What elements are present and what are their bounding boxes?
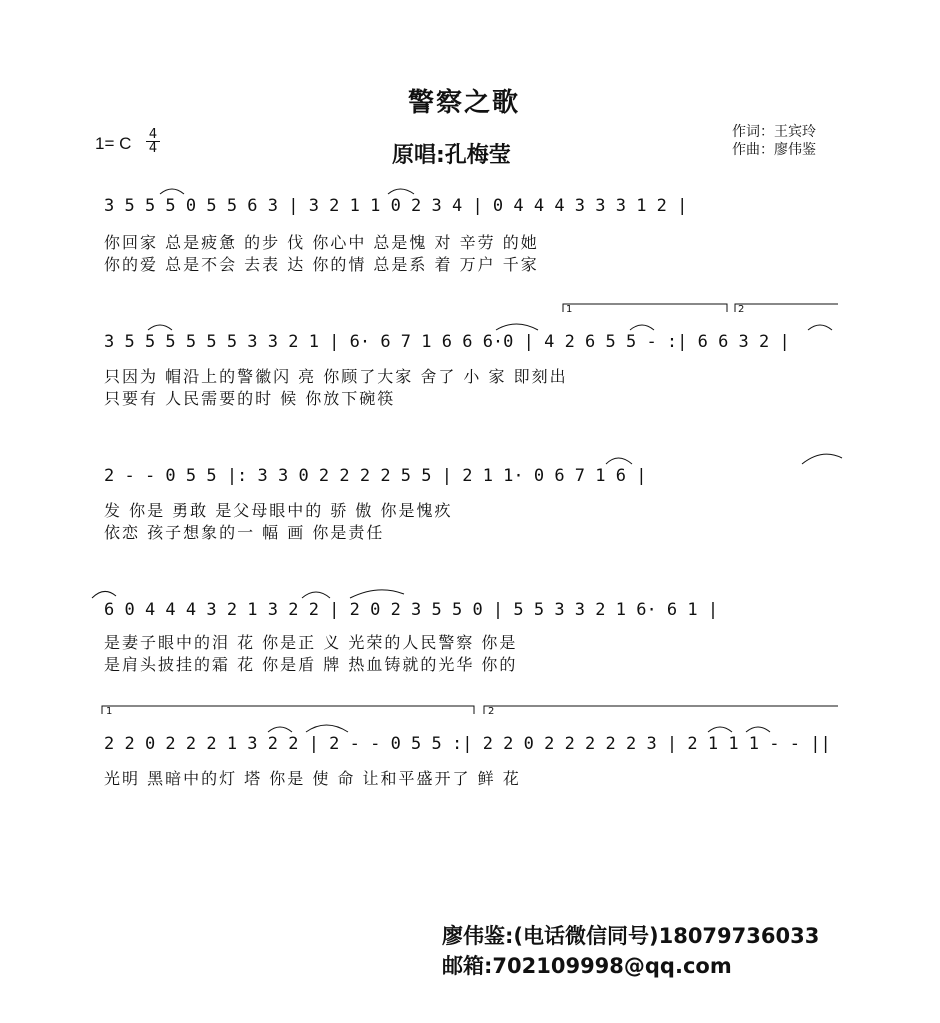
slur-mark xyxy=(160,189,184,194)
time-signature-top: 4 xyxy=(148,127,158,142)
slur-mark xyxy=(606,458,632,464)
slur-mark xyxy=(496,324,538,330)
slur-mark xyxy=(630,325,654,330)
lyric-line: 你回家 总是疲惫 的步 伐 你心中 总是愧 对 辛劳 的她 xyxy=(104,233,539,252)
original-singer: 原唱:孔梅莹 xyxy=(392,143,511,168)
slur-mark xyxy=(92,591,116,598)
volta-second-ending-label: 2 xyxy=(488,706,495,717)
time-signature-bottom: 4 xyxy=(146,141,160,155)
lyric-line: 光明 黑暗中的灯 塔 你是 使 命 让和平盛开了 鲜 花 xyxy=(104,769,521,788)
slur-mark xyxy=(350,590,404,598)
lyric-line: 只因为 帽沿上的警徽闪 亮 你顾了大家 舍了 小 家 即刻出 xyxy=(104,367,568,386)
lyric-line: 是妻子眼中的泪 花 你是正 义 光荣的人民警察 你是 xyxy=(104,633,518,652)
song-title: 警察之歌 xyxy=(408,88,521,118)
volta-bracket xyxy=(484,706,838,714)
volta-bracket xyxy=(563,304,727,312)
slur-mark xyxy=(746,727,770,732)
volta-first-ending-label: 1 xyxy=(566,304,573,315)
slur-mark xyxy=(148,325,172,330)
slur-mark xyxy=(268,727,292,732)
lyric-line: 发 你是 勇敢 是父母眼中的 骄 傲 你是愧疚 xyxy=(104,501,453,520)
lyricist-credit: 作词：王宾玲 xyxy=(732,124,816,140)
slur-mark xyxy=(708,727,732,732)
slur-mark xyxy=(306,725,348,732)
composer-credit: 作曲：廖伟鉴 xyxy=(732,142,816,158)
contact-email: 邮箱:702109998@qq.com xyxy=(442,954,732,978)
volta-bracket xyxy=(735,304,838,312)
volta-second-ending-label: 2 xyxy=(738,304,745,315)
score-notes-line: 2 - - 0 5 5 |: 3 3 0 2 2 2 2 5 5 | 2 1 1· 0 6 7 1 6 | xyxy=(104,466,647,486)
score-notes-line: 3 5 5 5 0 5 5 6 3 | 3 2 1 1 0 2 3 4 | 0 4 4 4 3 3 3 1 2 | xyxy=(104,196,688,216)
key-signature: 1= C xyxy=(95,134,132,153)
slur-mark xyxy=(302,592,330,598)
lyric-line: 只要有 人民需要的时 候 你放下碗筷 xyxy=(104,389,396,408)
slur-mark xyxy=(808,325,832,330)
score-notes-line: 2 2 0 2 2 2 1 3 2 2 | 2 - - 0 5 5 :| 2 2 0 2 2 2 2 2 3 | 2 1 1 1 - - || xyxy=(104,734,831,754)
score-notes-line: 3 5 5 5 5 5 5 3 3 2 1 | 6· 6 7 1 6 6 6·0 | 4 2 6 5 5 - :| 6 6 3 2 | xyxy=(104,332,790,352)
volta-bracket xyxy=(102,706,474,714)
volta-first-ending-label: 1 xyxy=(106,706,113,717)
slur-mark xyxy=(802,454,842,464)
score-notes-line: 6 0 4 4 4 3 2 1 3 2 2 | 2 0 2 3 5 5 0 | 5 5 3 3 2 1 6· 6 1 | xyxy=(104,600,719,620)
lyric-line: 是肩头披挂的霜 花 你是盾 牌 热血铸就的光华 你的 xyxy=(104,655,518,674)
lyric-line: 你的爱 总是不会 去表 达 你的情 总是系 着 万户 千家 xyxy=(104,255,539,274)
slur-mark xyxy=(388,189,414,194)
contact-phone: 廖伟鉴:(电话微信同号)18079736033 xyxy=(442,924,820,948)
lyric-line: 依恋 孩子想象的一 幅 画 你是责任 xyxy=(104,523,385,542)
